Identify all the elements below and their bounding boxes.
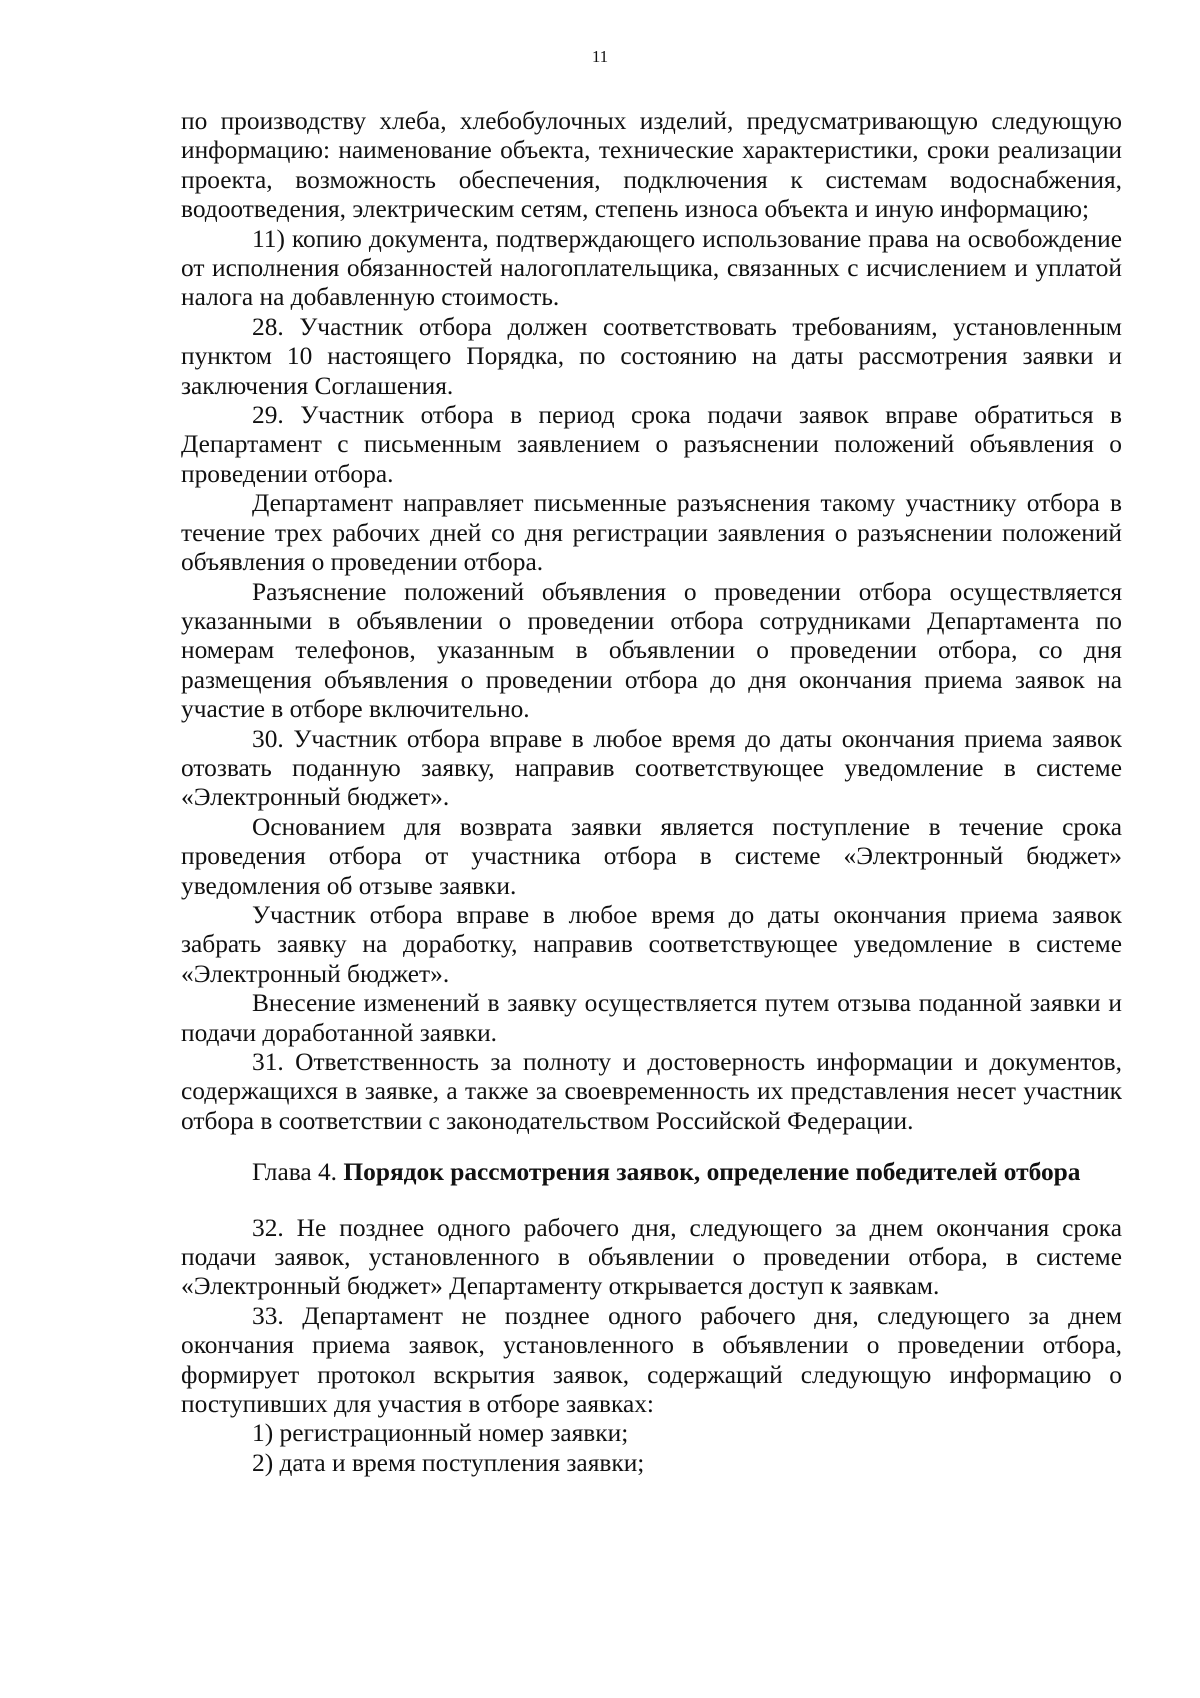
chapter-heading xyxy=(181,1158,1122,1187)
section-after-chapter xyxy=(181,1214,1122,1420)
paragraph: 33. Департамент не позднее одного рабочего дня, следующего за днем окончания приема заявок, установленного в объявлении о проведении отбора, формирует протокол вскрытия заявок, содержащий следующую информацию о поступивших для участия в отборе заявках: xyxy=(181,1301,1122,1419)
paragraph: Департамент направляет письменные разъяснения такому участнику отбора в течение трех рабочих дней со дня регистрации заявления о разъяснении положений объявления о проведении отбора. xyxy=(181,489,1122,577)
numbered-list xyxy=(181,1419,1122,1478)
document-body xyxy=(181,107,1122,1478)
paragraph: Основанием для возврата заявки является поступление в течение срока проведения отбора от участника отбора в системе «Электронный бюджет» уведомления об отзыве заявки. xyxy=(181,812,1122,900)
list-item: 1) регистрационный номер заявки; xyxy=(252,1419,629,1448)
paragraph: Внесение изменений в заявку осуществляется путем отзыва поданной заявки и подачи доработанной заявки. xyxy=(181,989,1122,1047)
paragraph: 32. Не позднее одного рабочего дня, следующего за днем окончания срока подачи заявок, установленного в объявлении о проведении отбора, в системе «Электронный бюджет» Департаменту открывается доступ к заявкам. xyxy=(181,1213,1122,1301)
list-item: 2) дата и время поступления заявки; xyxy=(252,1448,645,1477)
paragraph: 11) копию документа, подтверждающего использование права на освобождение от исполнения обязанностей налогоплательщика, связанных с исчислением и уплатой налога на добавленную стоимость. xyxy=(181,224,1122,312)
paragraph: 30. Участник отбора вправе в любое время до даты окончания приема заявок отозвать поданную заявку, направив соответствующее уведомление в системе «Электронный бюджет». xyxy=(181,724,1122,812)
chapter-title: Порядок рассмотрения заявок, определение победителей отбора xyxy=(343,1158,1081,1187)
section-before-chapter xyxy=(181,107,1122,1136)
paragraph: 29. Участник отбора в период срока подачи заявок вправе обратиться в Департамент с письменным заявлением о разъяснении положений объявления о проведении отбора. xyxy=(181,401,1122,488)
paragraph: 31. Ответственность за полноту и достоверность информации и документов, содержащихся в заявке, а также за своевременность их представления несет участник отбора в соответствии с законодательством Российской Федерации. xyxy=(181,1048,1122,1135)
chapter-prefix: Глава 4. xyxy=(252,1158,344,1187)
paragraph: 28. Участник отбора должен соответствовать требованиям, установленным пунктом 10 настоящего Порядка, по состоянию на даты рассмотрения заявки и заключения Соглашения. xyxy=(181,312,1122,400)
page-number: 11 xyxy=(591,47,609,66)
paragraph: по производству хлеба, хлебобулочных изделий, предусматривающую следующую информацию: наименование объекта, технические характеристики, сроки реализации проекта, возможность обеспечения, подключения к системам водоснабжения, водоотведения, электрическим сетям, степень износа объекта и иную информацию; xyxy=(181,107,1122,224)
paragraph: Разъяснение положений объявления о проведении отбора осуществляется указанными в объявлении о проведении отбора сотрудниками Департамента по номерам телефонов, указанным в объявлении о проведении отбора, со дня размещения объявления о проведении отбора до дня окончания приема заявок на участие в отборе включительно. xyxy=(181,577,1122,724)
paragraph: Участник отбора вправе в любое время до даты окончания приема заявок забрать заявку на доработку, направив соответствующее уведомление в системе «Электронный бюджет». xyxy=(181,900,1122,988)
